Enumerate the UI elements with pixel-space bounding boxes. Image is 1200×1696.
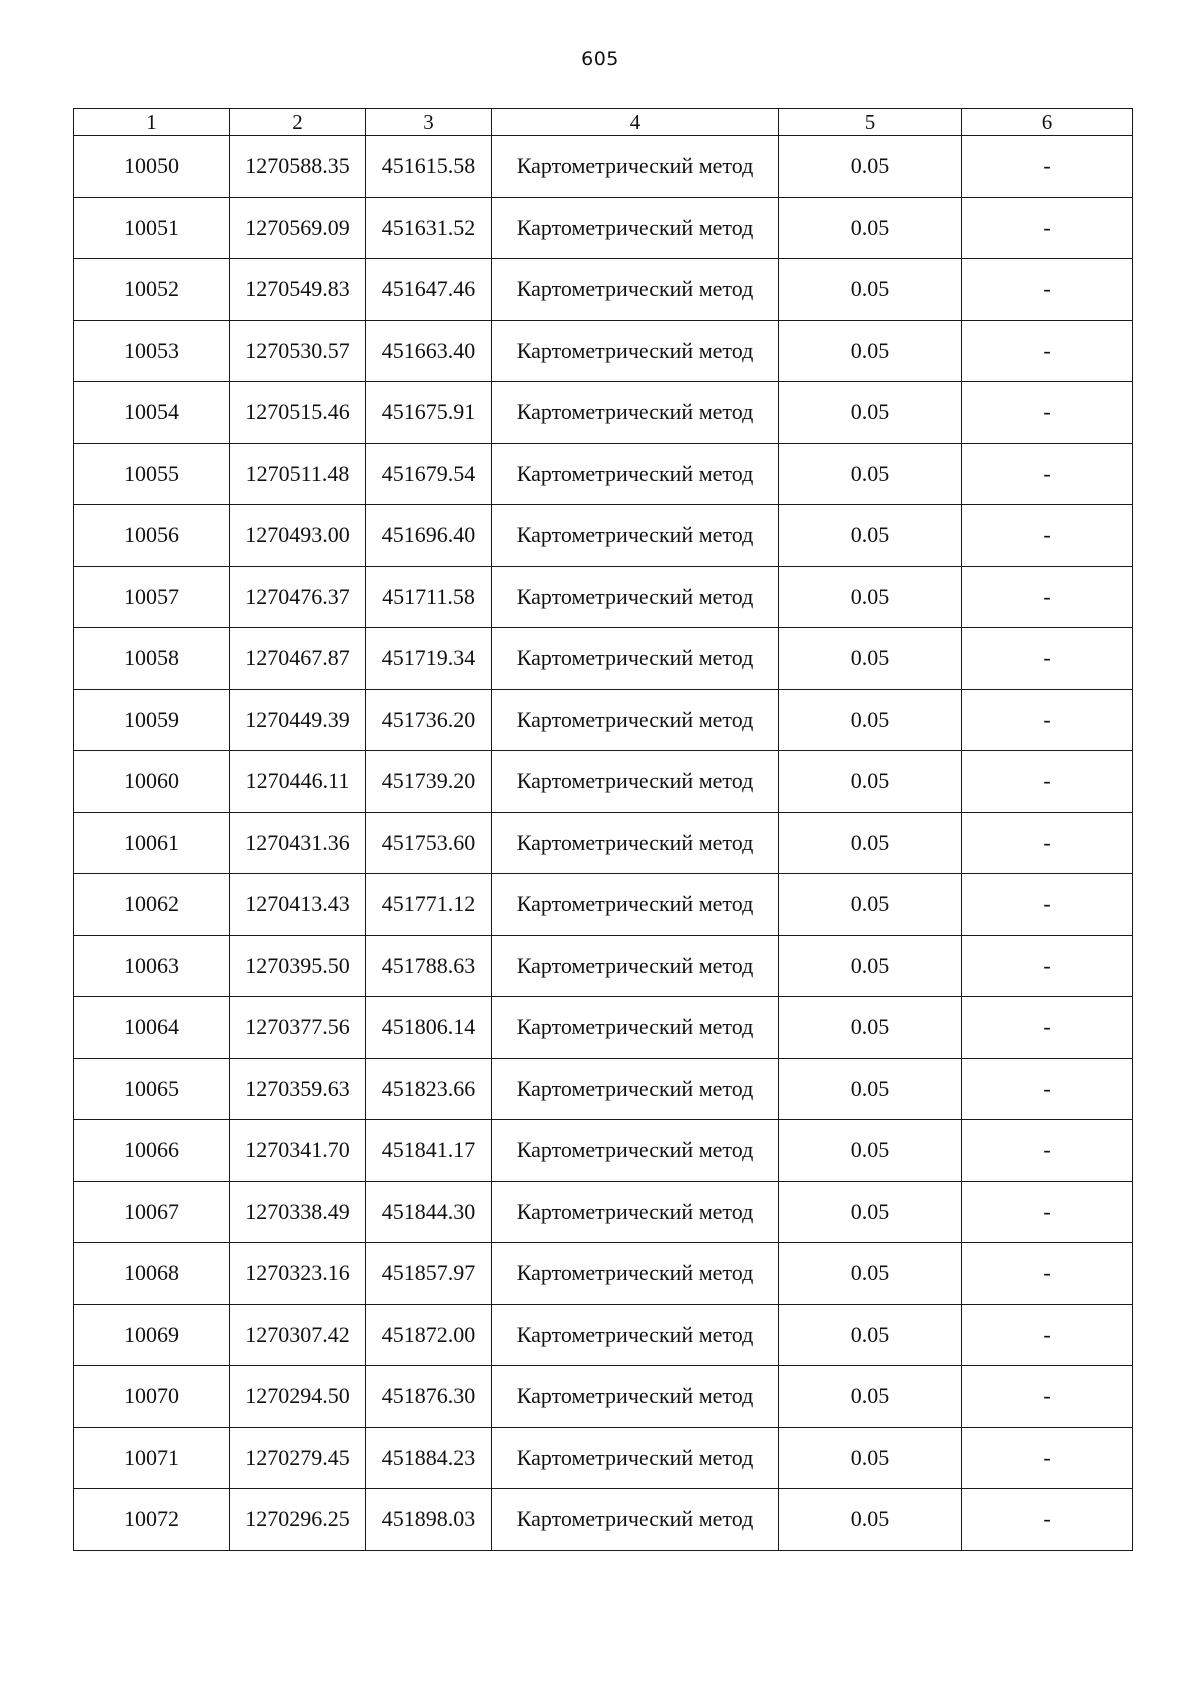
accuracy-cell: 0.05 — [779, 935, 962, 997]
table-row — [74, 1366, 1133, 1428]
accuracy-cell: 0.05 — [779, 874, 962, 936]
point-number-cell: 10065 — [74, 1058, 230, 1120]
note-cell: - — [962, 443, 1133, 505]
x-coordinate-cell: 1270359.63 — [230, 1058, 366, 1120]
column-header-3: 3 — [366, 109, 492, 136]
y-coordinate-cell: 451719.34 — [366, 628, 492, 690]
note-cell: - — [962, 1181, 1133, 1243]
method-cell: Картометрический метод — [492, 997, 779, 1059]
point-number-cell: 10056 — [74, 505, 230, 567]
method-cell: Картометрический метод — [492, 259, 779, 321]
note-cell: - — [962, 566, 1133, 628]
table-row — [74, 874, 1133, 936]
accuracy-cell: 0.05 — [779, 505, 962, 567]
x-coordinate-cell: 1270515.46 — [230, 382, 366, 444]
coordinates-table — [73, 108, 1133, 1551]
y-coordinate-cell: 451696.40 — [366, 505, 492, 567]
x-coordinate-cell: 1270446.11 — [230, 751, 366, 813]
accuracy-cell: 0.05 — [779, 1058, 962, 1120]
y-coordinate-cell: 451615.58 — [366, 136, 492, 198]
accuracy-cell: 0.05 — [779, 320, 962, 382]
method-cell: Картометрический метод — [492, 812, 779, 874]
point-number-cell: 10052 — [74, 259, 230, 321]
column-header-2: 2 — [230, 109, 366, 136]
x-coordinate-cell: 1270294.50 — [230, 1366, 366, 1428]
y-coordinate-cell: 451841.17 — [366, 1120, 492, 1182]
method-cell: Картометрический метод — [492, 1181, 779, 1243]
method-cell: Картометрический метод — [492, 1058, 779, 1120]
y-coordinate-cell: 451884.23 — [366, 1427, 492, 1489]
note-cell: - — [962, 1489, 1133, 1551]
accuracy-cell: 0.05 — [779, 136, 962, 198]
x-coordinate-cell: 1270476.37 — [230, 566, 366, 628]
method-cell: Картометрический метод — [492, 197, 779, 259]
point-number-cell: 10072 — [74, 1489, 230, 1551]
table-row — [74, 1489, 1133, 1551]
method-cell: Картометрический метод — [492, 1120, 779, 1182]
note-cell: - — [962, 997, 1133, 1059]
note-cell: - — [962, 1058, 1133, 1120]
note-cell: - — [962, 1120, 1133, 1182]
table-row — [74, 505, 1133, 567]
method-cell: Картометрический метод — [492, 751, 779, 813]
note-cell: - — [962, 382, 1133, 444]
table-row — [74, 1181, 1133, 1243]
y-coordinate-cell: 451711.58 — [366, 566, 492, 628]
accuracy-cell: 0.05 — [779, 1489, 962, 1551]
point-number-cell: 10064 — [74, 997, 230, 1059]
x-coordinate-cell: 1270377.56 — [230, 997, 366, 1059]
column-header-6: 6 — [962, 109, 1133, 136]
x-coordinate-cell: 1270323.16 — [230, 1243, 366, 1305]
method-cell: Картометрический метод — [492, 1427, 779, 1489]
y-coordinate-cell: 451898.03 — [366, 1489, 492, 1551]
y-coordinate-cell: 451631.52 — [366, 197, 492, 259]
point-number-cell: 10051 — [74, 197, 230, 259]
point-number-cell: 10069 — [74, 1304, 230, 1366]
accuracy-cell: 0.05 — [779, 1243, 962, 1305]
method-cell: Картометрический метод — [492, 874, 779, 936]
x-coordinate-cell: 1270296.25 — [230, 1489, 366, 1551]
accuracy-cell: 0.05 — [779, 1366, 962, 1428]
note-cell: - — [962, 874, 1133, 936]
accuracy-cell: 0.05 — [779, 1304, 962, 1366]
note-cell: - — [962, 505, 1133, 567]
table-body — [74, 136, 1133, 1551]
x-coordinate-cell: 1270549.83 — [230, 259, 366, 321]
point-number-cell: 10054 — [74, 382, 230, 444]
x-coordinate-cell: 1270449.39 — [230, 689, 366, 751]
x-coordinate-cell: 1270338.49 — [230, 1181, 366, 1243]
method-cell: Картометрический метод — [492, 320, 779, 382]
method-cell: Картометрический метод — [492, 1366, 779, 1428]
point-number-cell: 10060 — [74, 751, 230, 813]
accuracy-cell: 0.05 — [779, 259, 962, 321]
point-number-cell: 10061 — [74, 812, 230, 874]
x-coordinate-cell: 1270395.50 — [230, 935, 366, 997]
x-coordinate-cell: 1270588.35 — [230, 136, 366, 198]
table-header-row — [74, 109, 1133, 136]
table-row — [74, 1243, 1133, 1305]
method-cell: Картометрический метод — [492, 628, 779, 690]
x-coordinate-cell: 1270279.45 — [230, 1427, 366, 1489]
accuracy-cell: 0.05 — [779, 997, 962, 1059]
y-coordinate-cell: 451736.20 — [366, 689, 492, 751]
method-cell: Картометрический метод — [492, 1304, 779, 1366]
x-coordinate-cell: 1270341.70 — [230, 1120, 366, 1182]
column-header-5: 5 — [779, 109, 962, 136]
y-coordinate-cell: 451857.97 — [366, 1243, 492, 1305]
table-row — [74, 1120, 1133, 1182]
table-row — [74, 443, 1133, 505]
accuracy-cell: 0.05 — [779, 382, 962, 444]
x-coordinate-cell: 1270530.57 — [230, 320, 366, 382]
table-row — [74, 259, 1133, 321]
note-cell: - — [962, 689, 1133, 751]
y-coordinate-cell: 451876.30 — [366, 1366, 492, 1428]
page-number: 605 — [581, 48, 619, 70]
y-coordinate-cell: 451675.91 — [366, 382, 492, 444]
y-coordinate-cell: 451788.63 — [366, 935, 492, 997]
method-cell: Картометрический метод — [492, 1243, 779, 1305]
x-coordinate-cell: 1270431.36 — [230, 812, 366, 874]
table-row — [74, 935, 1133, 997]
table-row — [74, 136, 1133, 198]
note-cell: - — [962, 1304, 1133, 1366]
y-coordinate-cell: 451739.20 — [366, 751, 492, 813]
point-number-cell: 10062 — [74, 874, 230, 936]
accuracy-cell: 0.05 — [779, 689, 962, 751]
accuracy-cell: 0.05 — [779, 443, 962, 505]
y-coordinate-cell: 451771.12 — [366, 874, 492, 936]
column-header-1: 1 — [74, 109, 230, 136]
accuracy-cell: 0.05 — [779, 566, 962, 628]
y-coordinate-cell: 451647.46 — [366, 259, 492, 321]
note-cell: - — [962, 812, 1133, 874]
table-row — [74, 689, 1133, 751]
table-row — [74, 628, 1133, 690]
table-row — [74, 1304, 1133, 1366]
point-number-cell: 10058 — [74, 628, 230, 690]
note-cell: - — [962, 628, 1133, 690]
y-coordinate-cell: 451679.54 — [366, 443, 492, 505]
method-cell: Картометрический метод — [492, 689, 779, 751]
x-coordinate-cell: 1270413.43 — [230, 874, 366, 936]
table-row — [74, 751, 1133, 813]
x-coordinate-cell: 1270493.00 — [230, 505, 366, 567]
table-row — [74, 197, 1133, 259]
note-cell: - — [962, 320, 1133, 382]
method-cell: Картометрический метод — [492, 935, 779, 997]
column-header-4: 4 — [492, 109, 779, 136]
point-number-cell: 10066 — [74, 1120, 230, 1182]
point-number-cell: 10068 — [74, 1243, 230, 1305]
y-coordinate-cell: 451844.30 — [366, 1181, 492, 1243]
accuracy-cell: 0.05 — [779, 1181, 962, 1243]
table-row — [74, 566, 1133, 628]
method-cell: Картометрический метод — [492, 505, 779, 567]
note-cell: - — [962, 136, 1133, 198]
point-number-cell: 10055 — [74, 443, 230, 505]
point-number-cell: 10067 — [74, 1181, 230, 1243]
note-cell: - — [962, 751, 1133, 813]
point-number-cell: 10050 — [74, 136, 230, 198]
table-row — [74, 1427, 1133, 1489]
note-cell: - — [962, 1427, 1133, 1489]
accuracy-cell: 0.05 — [779, 751, 962, 813]
method-cell: Картометрический метод — [492, 382, 779, 444]
table-row — [74, 812, 1133, 874]
table-row — [74, 997, 1133, 1059]
method-cell: Картометрический метод — [492, 566, 779, 628]
point-number-cell: 10070 — [74, 1366, 230, 1428]
table-row — [74, 320, 1133, 382]
accuracy-cell: 0.05 — [779, 1427, 962, 1489]
point-number-cell: 10071 — [74, 1427, 230, 1489]
y-coordinate-cell: 451872.00 — [366, 1304, 492, 1366]
note-cell: - — [962, 935, 1133, 997]
method-cell: Картометрический метод — [492, 1489, 779, 1551]
table-row — [74, 1058, 1133, 1120]
method-cell: Картометрический метод — [492, 443, 779, 505]
table-row — [74, 382, 1133, 444]
accuracy-cell: 0.05 — [779, 812, 962, 874]
note-cell: - — [962, 1243, 1133, 1305]
accuracy-cell: 0.05 — [779, 197, 962, 259]
accuracy-cell: 0.05 — [779, 1120, 962, 1182]
point-number-cell: 10059 — [74, 689, 230, 751]
x-coordinate-cell: 1270467.87 — [230, 628, 366, 690]
note-cell: - — [962, 197, 1133, 259]
note-cell: - — [962, 259, 1133, 321]
y-coordinate-cell: 451823.66 — [366, 1058, 492, 1120]
y-coordinate-cell: 451663.40 — [366, 320, 492, 382]
method-cell: Картометрический метод — [492, 136, 779, 198]
y-coordinate-cell: 451806.14 — [366, 997, 492, 1059]
y-coordinate-cell: 451753.60 — [366, 812, 492, 874]
note-cell: - — [962, 1366, 1133, 1428]
point-number-cell: 10057 — [74, 566, 230, 628]
x-coordinate-cell: 1270511.48 — [230, 443, 366, 505]
accuracy-cell: 0.05 — [779, 628, 962, 690]
point-number-cell: 10053 — [74, 320, 230, 382]
x-coordinate-cell: 1270569.09 — [230, 197, 366, 259]
x-coordinate-cell: 1270307.42 — [230, 1304, 366, 1366]
point-number-cell: 10063 — [74, 935, 230, 997]
